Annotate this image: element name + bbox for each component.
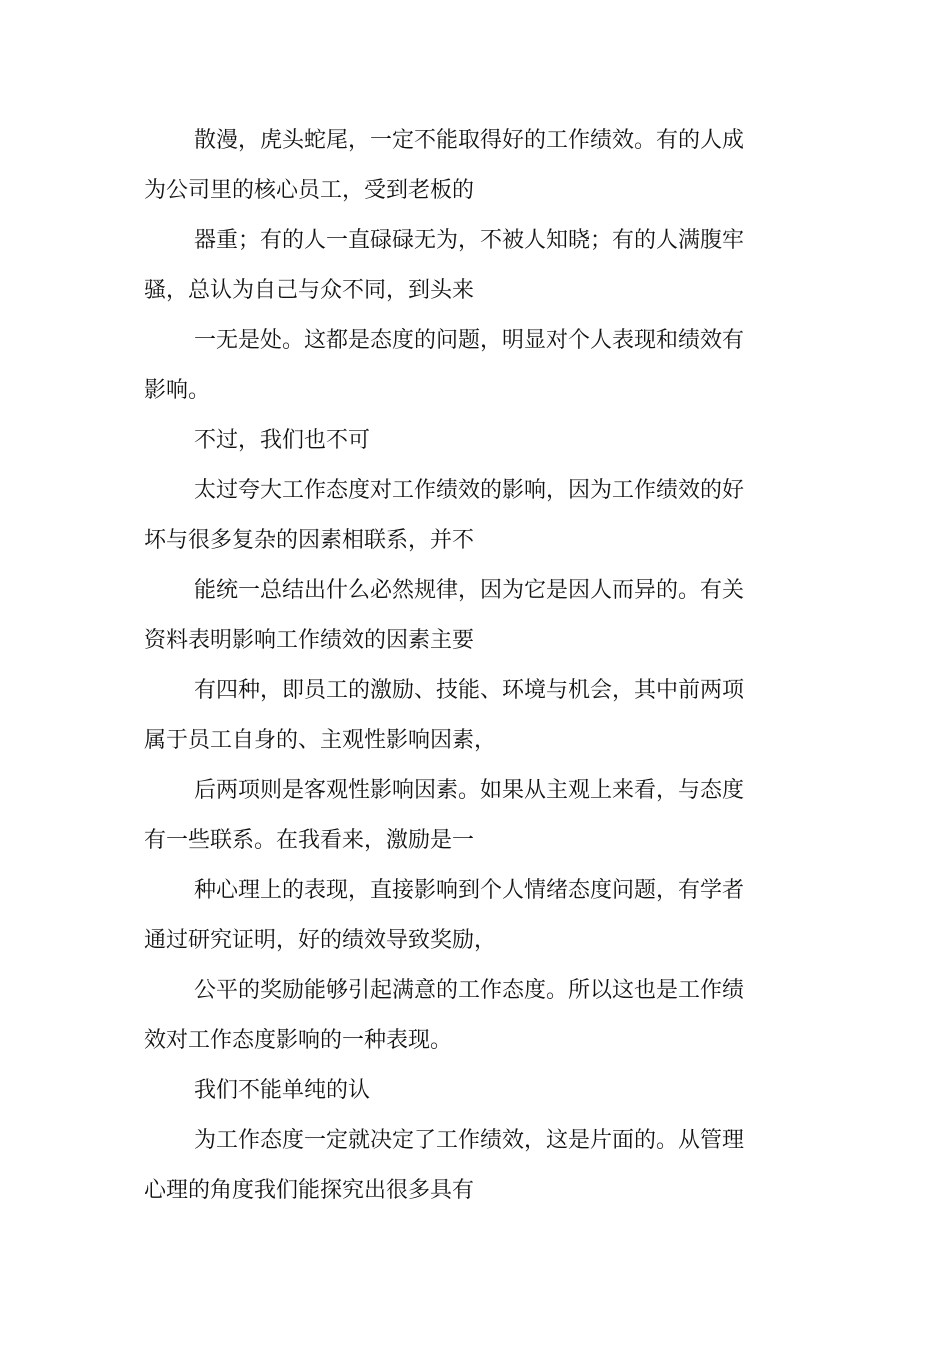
paragraph: 有四种，即员工的激励、技能、环境与机会，其中前两项属于员工自身的、主观性影响因素， — [144, 678, 745, 753]
paragraph: 我们不能单纯的认 — [194, 1078, 371, 1103]
paragraph: 后两项则是客观性影响因素。如果从主观上来看，与态度有一些联系。在我看来，激励是一 — [144, 778, 745, 853]
paragraph: 种心理上的表现，直接影响到个人情绪态度问题，有学者通过研究证明，好的绩效导致奖励， — [144, 878, 745, 953]
paragraph: 能统一总结出什么必然规律，因为它是因人而异的。有关资料表明影响工作绩效的因素主要 — [144, 578, 745, 653]
paragraph: 公平的奖励能够引起满意的工作态度。所以这也是工作绩效对工作态度影响的一种表现。 — [144, 978, 745, 1053]
paragraph: 散漫，虎头蛇尾，一定不能取得好的工作绩效。有的人成为公司里的核心员工，受到老板的 — [144, 128, 745, 203]
paragraph: 不过，我们也不可 — [194, 428, 371, 453]
document-body — [144, 116, 744, 1216]
paragraph: 为工作态度一定就决定了工作绩效，这是片面的。从管理心理的角度我们能探究出很多具有 — [144, 1128, 745, 1203]
paragraph: 一无是处。这都是态度的问题，明显对个人表现和绩效有影响。 — [144, 328, 745, 403]
paragraph: 器重；有的人一直碌碌无为，不被人知晓；有的人满腹牢骚，总认为自己与众不同，到头来 — [144, 228, 745, 303]
paragraph: 太过夸大工作态度对工作绩效的影响，因为工作绩效的好坏与很多复杂的因素相联系，并不 — [144, 478, 745, 553]
